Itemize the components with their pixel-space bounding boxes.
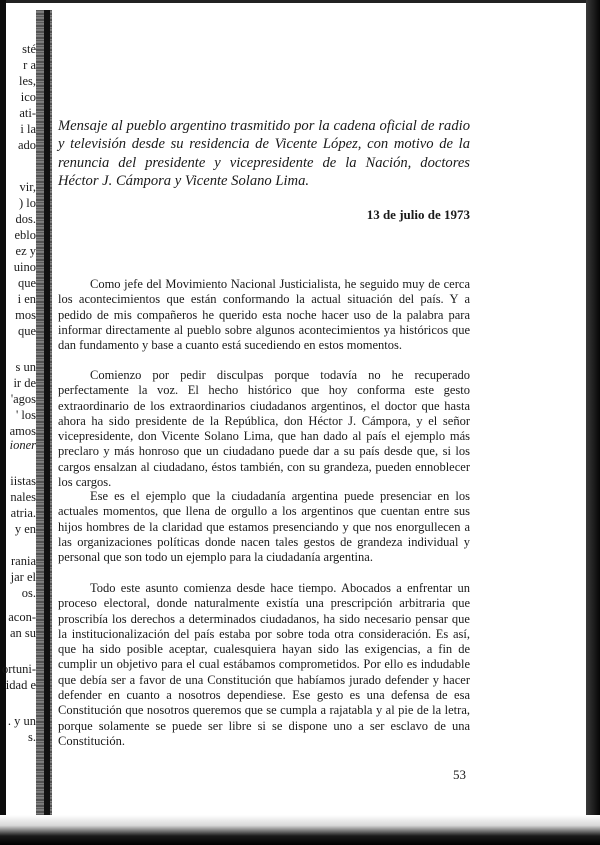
speech-date: 13 de julio de 1973 [366,207,470,222]
fragment-line: ' los [16,408,36,422]
fragment-line: ioner [9,438,36,452]
fragment-line: s un [15,360,36,374]
fragment-line: 'agos [10,392,36,406]
fragment-line: iistas [10,474,36,488]
scan-edge-bottom [0,815,600,845]
fragment-line: les, [18,74,36,88]
fragment-line: atria. [10,506,36,520]
fragment-line: ado [17,138,36,152]
fragment-line: jar el [10,570,36,584]
fragment-line: acon- [8,610,36,624]
fragment-line: . y un [7,714,36,728]
paragraph: Como jefe del Movimiento Nacional Justicialista, he seguido muy de cerca los acontecimientos que están conformando la actual situación del país. Y a pedido de mis compañeros he querido esta noche hacer uso de la palabra para informar directamente al pueblo sobre algunos acontecimientos ya históricos que dan fundamento y base a cuanto está sucediendo en estos momentos. [58,277,470,353]
fragment-line: an su [9,626,36,640]
fragment-line: y en [14,522,36,536]
fragment-line: i la [20,122,36,136]
fragment-line: ir de [13,376,36,390]
fragment-line: rania [11,554,36,568]
paragraph: Ese es el ejemplo que la ciudadanía argentina puede presenciar en los actuales momentos, que llena de orgullo a los argentinos que cuentan entre sus hijos hombres de la claridad que estamos presenciando y que nos enorgullecen a las organizaciones políticas donde nacen tales gestos de grandeza individual y personal que son todo un ejemplo para la ciudadanía argentina. [58,489,470,565]
fragment-line: ati- [19,106,36,120]
fragment-line: que [17,276,36,290]
fragment-line: ) lo [18,196,36,210]
paragraph: Comienzo por pedir disculpas porque todavía no he recuperado perfectamente la voz. El hecho histórico que hoy conforma este gesto extraordinario de los extraordinarios ciudadanos argentinos, el doctor que hasta ahora ha sido presidente de la República, don Héctor J. Cámpora, y el señor vicepresidente, don Vicente Solano Lima, que han dado al país el ejemplo más preclaro y más honroso que un ciudadano puede dar a su país desde que, si los cargos ensalzan al ciudadano, éstos también, con su grandeza, pueden ennoblecer los cargos. [58,368,470,490]
paragraph: Todo este asunto comienza desde hace tiempo. Abocados a enfrentar un proceso electoral, donde naturalmente existía una prescripción arbitraria que proscribía los derechos a determinados ciudadanos, ha sido necesario pensar que la institucionalización del país estaba por sobre toda otra consideración. Es así, que ha sido posible aceptar, cualesquiera hayan sido las exigencias, a fin de cumplir un objetivo para el cual estábamos comprometidos. Por ello es indudable que debía ser a favor de una Constitución que habíamos jurado defender y hacer defender en cuanto a nosotros dependiese. Ese gesto es una defensa de esa Constitución que nosotros queremos que se cumpla a rajatabla y al pie de la letra, porque solamente se puede ser libre si se dispone uno a ser esclavo de una Constitución. [58,581,470,748]
book-page [58,0,470,845]
fragment-line: mos [15,308,36,322]
scan-edge-right [586,0,600,845]
fragment-line: eblo [14,228,36,242]
fragment-line: uino [13,260,36,274]
fragment-line: sté [22,42,36,56]
fragment-line: amos [9,424,36,438]
fragment-line: r a [23,58,36,72]
fragment-line: ortuni- [1,662,36,676]
fragment-line: ez y [15,244,36,258]
fragment-line: que [17,324,36,338]
book-gutter-shadow [44,10,50,815]
fragment-line: i en [17,292,36,306]
fragment-line: idad e [5,678,36,692]
fragment-line: os. [21,586,36,600]
fragment-line: ico [20,90,36,104]
fragment-line: nales [10,490,36,504]
fragment-line: s. [28,730,36,744]
page-number: 53 [453,767,466,782]
fragment-line: dos. [15,212,36,226]
fragment-line: vir, [19,180,36,194]
speech-heading: Mensaje al pueblo argentino trasmitido por la cadena oficial de radio y televisión desde su residencia de Vicente López, con motivo de la renuncia del presidente y vicepresidente de la Nación, doctores Héctor J. Cámpora y Vicente Solano Lima. [58,118,470,189]
